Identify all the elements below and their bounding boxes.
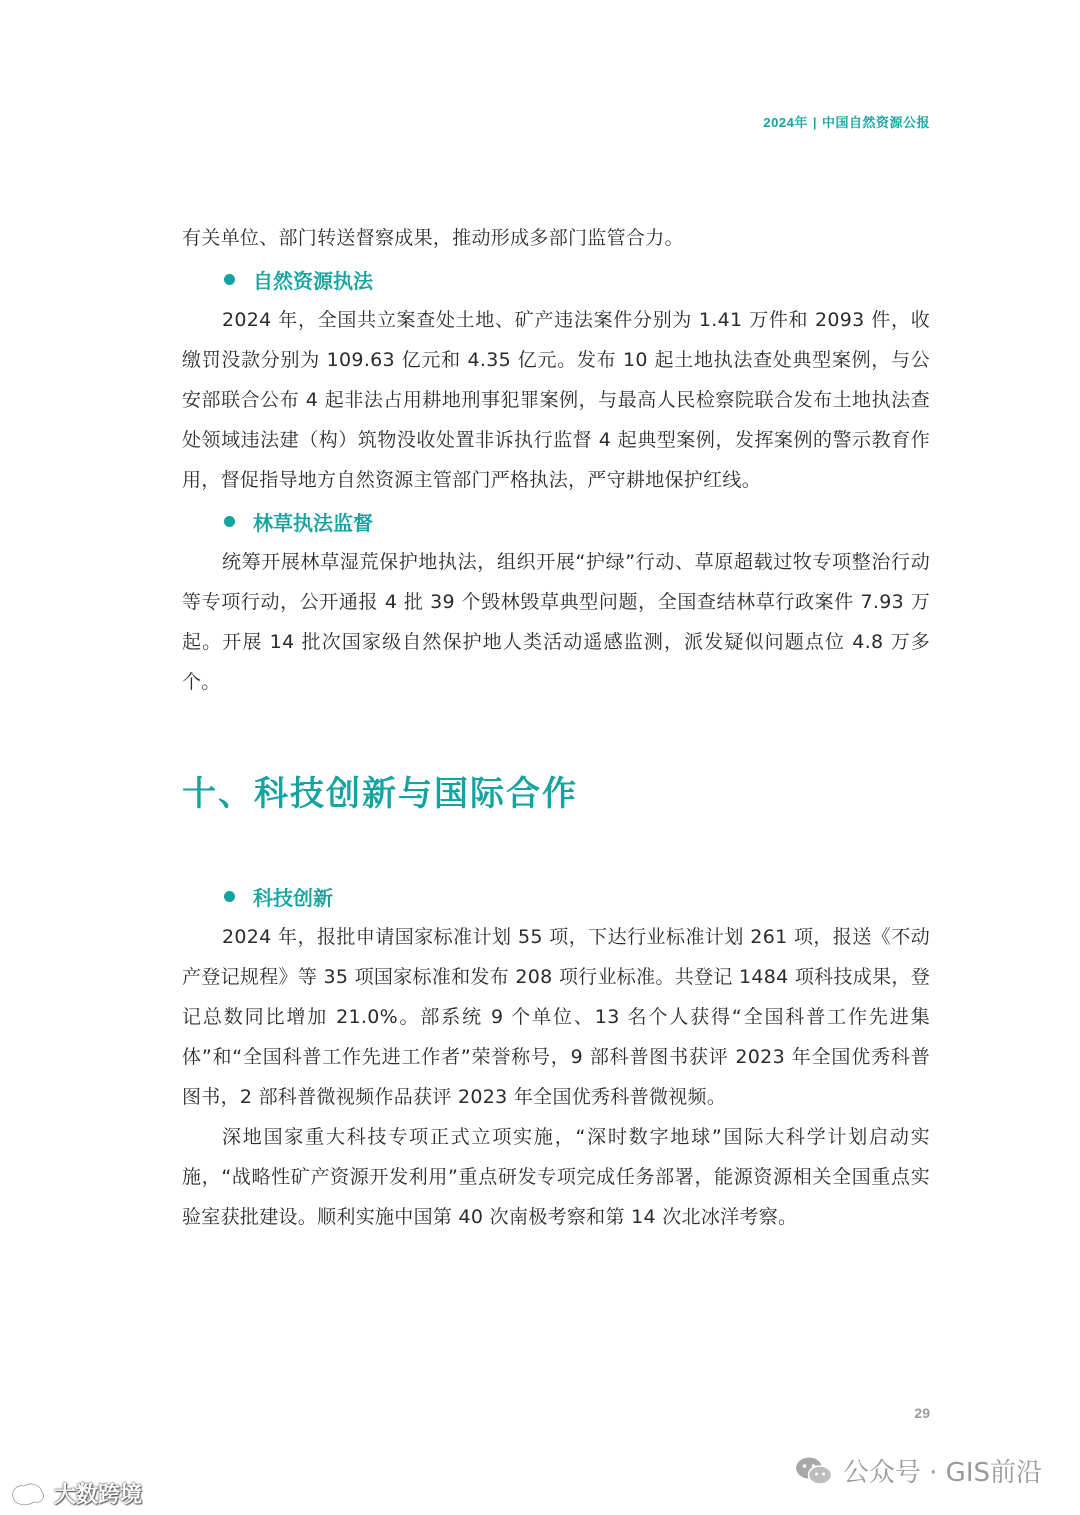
paragraph-enforcement: 2024 年，全国共立案查处土地、矿产违法案件分别为 1.41 万件和 2093 件，收缴罚没款分别为 109.63 亿元和 4.35 亿元。发布 10 起土地执法查处典型案例，与公安部联合公布 4 起非法占用耕地刑事犯罪案例，与最高人民检察院联合发布土地执法查处领域违法建（构）筑物没收处置非诉执行监督 4 起典型案例，发挥案例的警示教育作用，督促指导地方自然资源主管部门严格执法，严守耕地保护红线。 bbox=[182, 309, 930, 491]
dot-icon bbox=[224, 516, 235, 527]
header-separator: | bbox=[812, 115, 817, 130]
subheading-text: 科技创新 bbox=[253, 885, 333, 910]
logo-icon bbox=[8, 1480, 48, 1508]
subheading-text: 林草执法监督 bbox=[253, 510, 373, 535]
paragraph-forestry: 统筹开展林草湿荒保护地执法，组织开展“护绿”行动、草原超载过牧专项整治行动等专项行动，公开通报 4 批 39 个毁林毁草典型问题，全国查结林草行政案件 7.93 万起。开展 14 批次国家级自然保护地人类活动遥感监测，派发疑似问题点位 4.8 万多个。 bbox=[182, 551, 930, 693]
page-body bbox=[182, 218, 930, 1237]
watermark-right bbox=[795, 1452, 1042, 1489]
subheading-innovation bbox=[182, 875, 930, 917]
dot-icon bbox=[224, 274, 235, 285]
running-header bbox=[763, 112, 930, 131]
subheading-text: 自然资源执法 bbox=[253, 268, 373, 293]
watermark-left bbox=[8, 1478, 142, 1509]
subheading-forestry bbox=[182, 500, 930, 542]
watermark-right-text: 公众号 · GIS前沿 bbox=[842, 1458, 1042, 1488]
subheading-enforcement bbox=[182, 258, 930, 300]
wechat-icon bbox=[795, 1456, 833, 1486]
dot-icon bbox=[224, 891, 235, 902]
section-title: 十、科技创新与国际合作 bbox=[182, 774, 578, 814]
paragraph-innovation-2: 深地国家重大科技专项正式立项实施，“深时数字地球”国际大科学计划启动实施，“战略性矿产资源开发利用”重点研发专项完成任务部署，能源资源相关全国重点实验室获批建设。顺利实施中国第 40 次南极考察和第 14 次北冰洋考察。 bbox=[182, 1126, 930, 1228]
watermark-left-text: 大数跨境 bbox=[54, 1483, 143, 1508]
page-number: 29 bbox=[914, 1405, 930, 1421]
header-title: 中国自然资源公报 bbox=[821, 115, 930, 130]
paragraph-continuation: 有关单位、部门转送督察成果，推动形成多部门监管合力。 bbox=[182, 227, 684, 249]
paragraph-innovation-1: 2024 年，报批申请国家标准计划 55 项，下达行业标准计划 261 项，报送《不动产登记规程》等 35 项国家标准和发布 208 项行业标准。共登记 1484 项科技成果，登记总数同比增加 21.0%。部系统 9 个单位、13 名个人获得“全国科普工作先进集体”和“全国科普工作先进工作者”荣誉称号，9 部科普图书获评 2023 年全国优秀科普图书，2 部科普微视频作品获评 2023 年全国优秀科普微视频。 bbox=[182, 926, 930, 1108]
header-year: 2024年 bbox=[763, 115, 808, 130]
